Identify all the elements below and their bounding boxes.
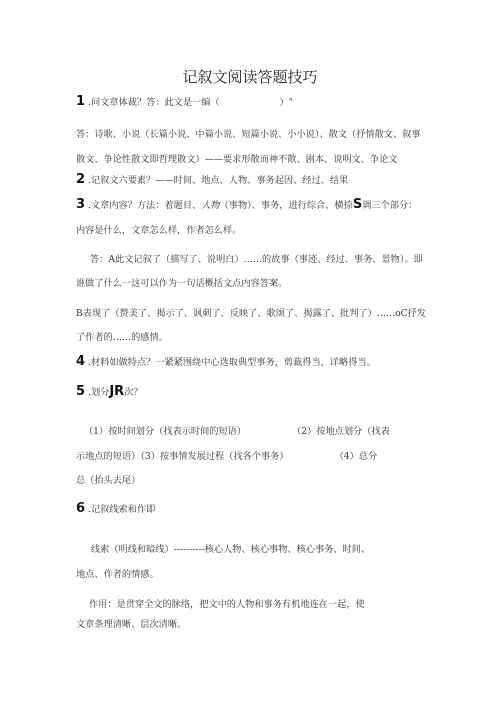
question-3	[76, 197, 417, 212]
answer-line: 答：诗歌、小说（长篇小说、中篇小说、短篇小说、小小说）、散文（抒情散文、叙事	[76, 129, 421, 140]
question-text-end: ）"	[279, 97, 294, 108]
answer-line: 内容是什么，文章怎么样，作者怎么样。	[76, 225, 242, 236]
answer-line: B表现了（赞美了、揭示了、讽刺了、反映了、歌颂了、揭露了、批判了）……oC抒发	[76, 308, 427, 319]
page-title: 记叙文阅读答题技巧	[182, 68, 318, 86]
question-number: 1	[76, 94, 86, 109]
question-number: 5	[76, 384, 86, 399]
question-text: .文章内容？方法：着题目、	[88, 200, 202, 211]
answer-line	[84, 423, 390, 437]
question-1	[76, 94, 293, 109]
answer-segment: （4）总分	[334, 451, 378, 462]
question-6	[76, 501, 155, 516]
answer-line: 了作者的……的感情。	[76, 332, 168, 343]
answer-line: 散文、争论性散文即哲理散文）——要求形散而神不散、剧本、说明文、争论文	[76, 154, 398, 165]
question-number: 2	[76, 172, 86, 187]
question-4	[76, 354, 376, 369]
answer-segment: 示地点的短语）（3）按事情发展过程（找各个事务）	[76, 451, 289, 462]
question-number: 4	[76, 354, 86, 369]
question-text-bold: S	[352, 197, 363, 212]
question-text: .问文章体裁？答：此文是一编（	[88, 97, 220, 108]
answer-line: 总（抬头去尾）	[76, 475, 141, 486]
question-number: 3	[76, 197, 86, 212]
answer-line: 地点、作者的情感。	[76, 569, 159, 580]
answer-line	[76, 448, 377, 462]
question-text: 次？	[124, 387, 143, 398]
question-text: .记叙文六要素？——时间、地点、人物、事务起因、经过、结果	[88, 175, 349, 186]
question-text-italic: 人物	[201, 200, 220, 211]
question-text: .材料如做特点？一紧紧围绕中心选取典型事务，剪裁得当，详略得当。	[88, 357, 376, 368]
answer-line: 答：A此文记叙了（描写了、说明白）……的故事（事迹、经过、事务、景物）。即	[90, 254, 423, 265]
question-text: 调三个部分：	[362, 200, 418, 211]
question-2	[76, 172, 348, 187]
question-5	[76, 384, 143, 399]
answer-line: 线索（明线和暗线）----------核心人物、核心事物、核心事务、时间、	[91, 544, 371, 555]
question-text: （事物）、事务，进行综合、横捺	[219, 200, 353, 211]
question-text: .记叙线索和作即	[88, 504, 156, 515]
question-text: .划分	[88, 387, 110, 398]
answer-line: 作用：是贯穿全文的脉络，把文中的人物和事务有机地连在一起，使	[89, 599, 365, 610]
answer-segment: （2）按地点划分（找表	[292, 426, 390, 437]
answer-line: 谁做了什么一这可以作为一句话概括文点内容答案。	[76, 278, 288, 289]
answer-segment: （1）按时间划分（找表示时间的短语）	[84, 426, 247, 437]
question-number: 6	[76, 501, 86, 516]
answer-line: 文章条理清晰、层次清晰。	[76, 619, 187, 630]
question-text-bold: JR	[109, 384, 125, 399]
